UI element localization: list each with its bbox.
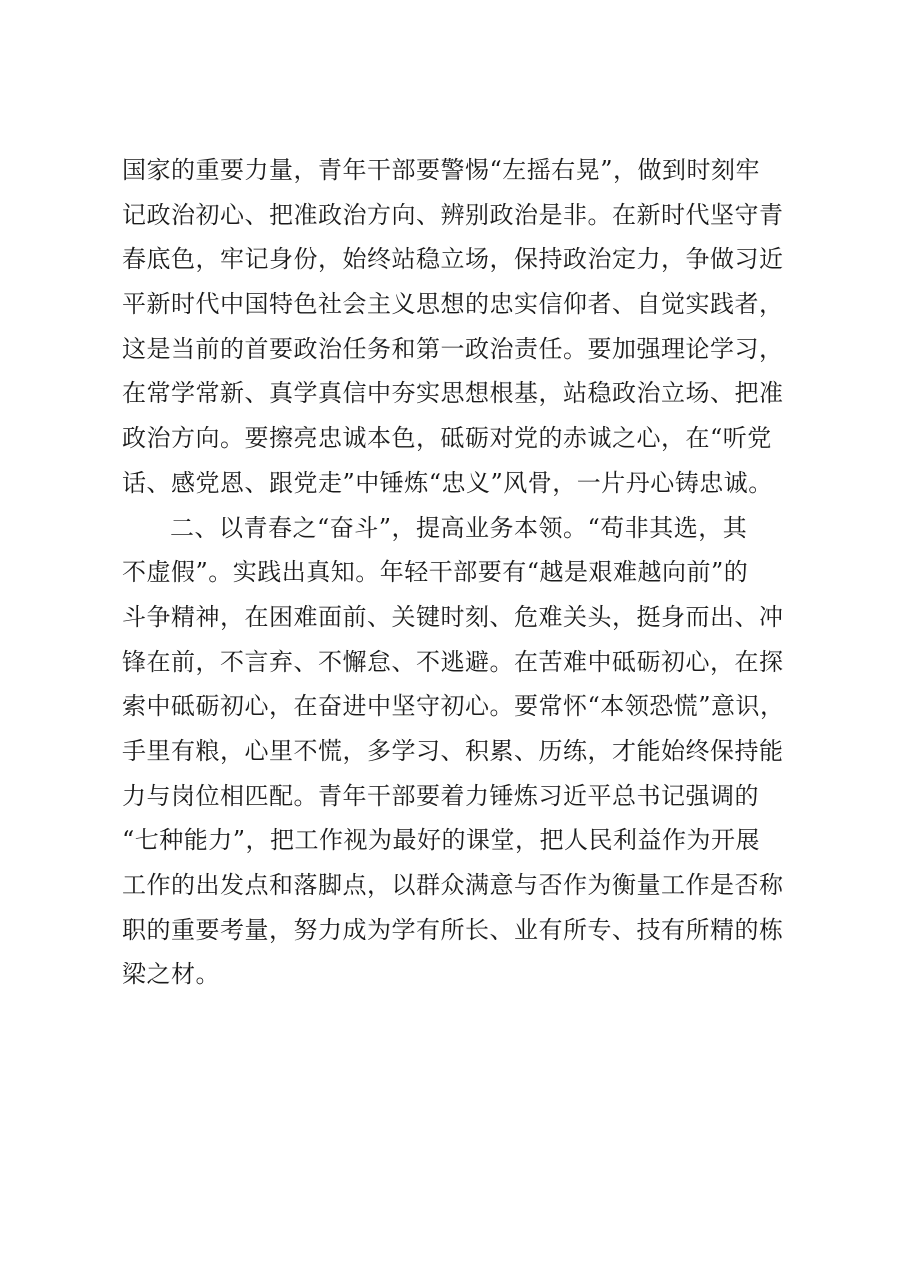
text-line: 政治方向。要擦亮忠诚本色，砥砺对党的赤诚之心，在“听党 — [122, 424, 772, 453]
text-line: 平新时代中国特色社会主义思想的忠实信仰者、自觉实践者， — [122, 290, 784, 319]
text-line: 手里有粮，心里不慌，多学习、积累、历练，才能始终保持能 — [122, 736, 784, 765]
text-line: 这是当前的首要政治任务和第一政治责任。要加强理论学习， — [122, 334, 784, 363]
text-line: 春底色，牢记身份，始终站稳立场，保持政治定力，争做习近 — [122, 245, 784, 274]
text-line: 在常学常新、真学真信中夯实思想根基，站稳政治立场、把准 — [122, 379, 784, 408]
text-line: 力与岗位相匹配。青年干部要着力锤炼习近平总书记强调的 — [122, 781, 759, 810]
text-line: 斗争精神，在困难面前、关键时刻、危难关头，挺身而出、冲 — [122, 602, 784, 631]
section-heading-line: 二、以青春之“奋斗”，提高业务本领。“苟非其选，其 — [170, 513, 748, 542]
text-line: 职的重要考量，努力成为学有所长、业有所专、技有所精的栋 — [122, 915, 784, 944]
text-line: 索中砥砺初心，在奋进中坚守初心。要常怀“本领恐慌”意识， — [122, 692, 785, 721]
text-line: 锋在前，不言弃、不懈怠、不逃避。在苦难中砥砺初心，在探 — [122, 647, 784, 676]
text-line: 不虚假”。实践出真知。年轻干部要有“越是艰难越向前”的 — [122, 558, 749, 587]
text-line: 话、感党恩、跟党走”中锤炼“忠义”风骨，一片丹心铸忠诚。 — [122, 468, 773, 497]
text-line: 工作的出发点和落脚点，以群众满意与否作为衡量工作是否称 — [122, 871, 784, 899]
text-line: 记政治初心、把准政治方向、辨别政治是非。在新时代坚守青 — [122, 200, 784, 229]
text-line: 国家的重要力量，青年干部要警惕“左摇右晃”，做到时刻牢 — [122, 156, 761, 184]
text-line: 梁之材。 — [122, 960, 220, 989]
text-line: “七种能力”，把工作视为最好的课堂，把人民利益作为开展 — [122, 826, 761, 855]
body-text — [122, 148, 802, 997]
